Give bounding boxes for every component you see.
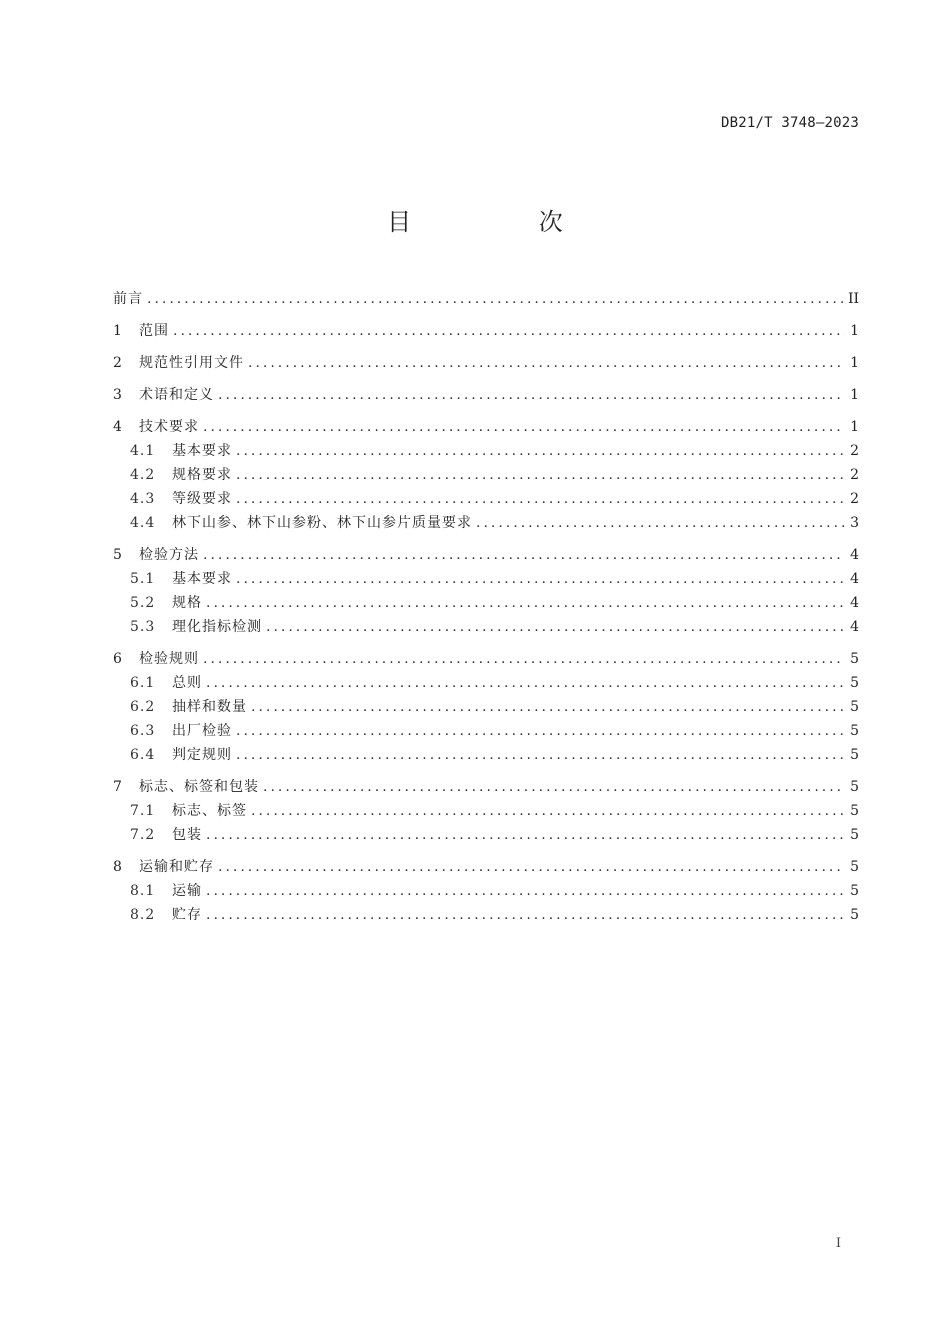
- toc-dot-leader: [173, 319, 845, 343]
- toc-entry-number: 4.4: [130, 515, 156, 531]
- toc-dot-leader: [206, 903, 845, 927]
- toc-entry[interactable]: [113, 463, 859, 487]
- toc-dot-leader: [206, 823, 845, 847]
- toc-entry-page: 1: [850, 419, 859, 435]
- toc-entry-number: 7.1: [130, 803, 156, 819]
- toc-entry-number: 5.3: [130, 619, 156, 635]
- table-of-contents: [113, 287, 859, 927]
- toc-dot-leader: [236, 567, 845, 591]
- toc-entry[interactable]: [113, 287, 859, 311]
- toc-entry-number: 5: [113, 547, 122, 563]
- toc-entry-label: 标志、标签: [172, 803, 247, 819]
- toc-entry-label: 技术要求: [139, 419, 199, 435]
- toc-entry-number: 4.2: [130, 467, 156, 483]
- toc-dot-leader: [263, 775, 845, 799]
- toc-entry[interactable]: [113, 383, 859, 407]
- toc-dot-leader: [206, 879, 845, 903]
- toc-entry-label: 总则: [172, 675, 202, 691]
- toc-dot-leader: [236, 487, 845, 511]
- toc-entry-label: 出厂检验: [172, 723, 232, 739]
- toc-dot-leader: [251, 799, 845, 823]
- toc-dot-leader: [248, 351, 845, 375]
- toc-entry-page: 2: [850, 443, 859, 459]
- toc-entry-page: 5: [850, 859, 859, 875]
- toc-entry-page: 5: [850, 723, 859, 739]
- toc-entry[interactable]: [113, 823, 859, 847]
- toc-entry-page: 4: [850, 595, 859, 611]
- toc-entry[interactable]: [113, 855, 859, 879]
- toc-entry-page: 2: [850, 491, 859, 507]
- toc-entry[interactable]: [113, 775, 859, 799]
- toc-entry-page: 1: [850, 355, 859, 371]
- toc-dot-leader: [251, 695, 845, 719]
- toc-entry-label: 检验方法: [139, 547, 199, 563]
- toc-entry-label: 范围: [139, 323, 169, 339]
- toc-entry[interactable]: [113, 743, 859, 767]
- toc-entry-number: 6.4: [130, 747, 156, 763]
- document-code: DB21/T 3748—2023: [720, 115, 859, 131]
- toc-entry-page: 4: [850, 619, 859, 635]
- toc-entry-number: 2: [113, 355, 122, 371]
- toc-entry[interactable]: [113, 567, 859, 591]
- toc-dot-leader: [203, 543, 845, 567]
- toc-entry-label: 基本要求: [172, 443, 232, 459]
- toc-entry-label: 抽样和数量: [172, 699, 247, 715]
- toc-entry-label: 运输和贮存: [139, 859, 214, 875]
- toc-entry-number: 8.2: [130, 907, 156, 923]
- toc-entry-number: 5.1: [130, 571, 156, 587]
- toc-entry[interactable]: [113, 695, 859, 719]
- toc-dot-leader: [206, 671, 845, 695]
- toc-dot-leader: [236, 743, 845, 767]
- toc-entry-label: 规格要求: [172, 467, 232, 483]
- toc-entry-page: 5: [850, 699, 859, 715]
- toc-dot-leader: [236, 463, 845, 487]
- toc-entry-page: 5: [850, 747, 859, 763]
- toc-entry-page: 2: [850, 467, 859, 483]
- toc-entry-number: 7: [113, 779, 122, 795]
- toc-entry-label: 基本要求: [172, 571, 232, 587]
- toc-entry-page: 5: [850, 803, 859, 819]
- toc-entry-page: 4: [850, 547, 859, 563]
- toc-entry[interactable]: [113, 879, 859, 903]
- toc-entry-page: 5: [850, 883, 859, 899]
- toc-entry-page: 5: [850, 827, 859, 843]
- page-number: I: [835, 1236, 841, 1251]
- toc-entry-page: 3: [850, 515, 859, 531]
- toc-dot-leader: [218, 383, 845, 407]
- toc-entry-label: 林下山参、林下山参粉、林下山参片质量要求: [172, 515, 472, 531]
- toc-entry-number: 6.1: [130, 675, 156, 691]
- toc-dot-leader: [266, 615, 845, 639]
- toc-entry-label: 规范性引用文件: [139, 355, 244, 371]
- toc-entry-number: 4: [113, 419, 122, 435]
- toc-dot-leader: [236, 439, 845, 463]
- toc-entry-page: 1: [850, 387, 859, 403]
- toc-entry[interactable]: [113, 647, 859, 671]
- toc-entry[interactable]: [113, 543, 859, 567]
- toc-entry-page: II: [847, 291, 859, 307]
- toc-dot-leader: [206, 591, 845, 615]
- toc-entry-number: 5.2: [130, 595, 156, 611]
- toc-entry-number: 7.2: [130, 827, 156, 843]
- toc-dot-leader: [147, 287, 844, 311]
- toc-entry[interactable]: [113, 319, 859, 343]
- toc-entry-label: 检验规则: [139, 651, 199, 667]
- toc-entry-page: 1: [850, 323, 859, 339]
- toc-dot-leader: [218, 855, 845, 879]
- toc-title: 目 次: [387, 208, 623, 236]
- toc-entry[interactable]: [113, 671, 859, 695]
- toc-entry[interactable]: [113, 511, 859, 535]
- toc-entry[interactable]: [113, 487, 859, 511]
- toc-entry[interactable]: [113, 719, 859, 743]
- toc-entry-label: 前言: [113, 291, 143, 307]
- toc-entry-number: 8: [113, 859, 122, 875]
- toc-entry-number: 4.3: [130, 491, 156, 507]
- toc-dot-leader: [203, 415, 845, 439]
- toc-entry-number: 6.2: [130, 699, 156, 715]
- toc-entry-page: 5: [850, 907, 859, 923]
- toc-entry-label: 标志、标签和包装: [139, 779, 259, 795]
- toc-entry-number: 1: [113, 323, 122, 339]
- toc-entry-label: 运输: [172, 883, 202, 899]
- toc-entry-number: 6: [113, 651, 122, 667]
- toc-entry[interactable]: [113, 439, 859, 463]
- toc-dot-leader: [476, 511, 845, 535]
- toc-entry[interactable]: [113, 591, 859, 615]
- toc-dot-leader: [236, 719, 845, 743]
- toc-entry-label: 包装: [172, 827, 202, 843]
- toc-entry-page: 5: [850, 779, 859, 795]
- toc-entry[interactable]: [113, 615, 859, 639]
- toc-entry-label: 贮存: [172, 907, 202, 923]
- toc-entry-label: 术语和定义: [139, 387, 214, 403]
- toc-entry-number: 3: [113, 387, 122, 403]
- toc-entry-label: 规格: [172, 595, 202, 611]
- toc-entry[interactable]: [113, 351, 859, 375]
- toc-entry[interactable]: [113, 903, 859, 927]
- toc-entry[interactable]: [113, 415, 859, 439]
- toc-entry[interactable]: [113, 799, 859, 823]
- toc-entry-page: 4: [850, 571, 859, 587]
- toc-entry-number: 4.1: [130, 443, 156, 459]
- toc-dot-leader: [203, 647, 845, 671]
- toc-entry-page: 5: [850, 651, 859, 667]
- toc-entry-label: 判定规则: [172, 747, 232, 763]
- toc-entry-page: 5: [850, 675, 859, 691]
- toc-entry-number: 6.3: [130, 723, 156, 739]
- toc-entry-label: 理化指标检测: [172, 619, 262, 635]
- toc-entry-number: 8.1: [130, 883, 156, 899]
- toc-entry-label: 等级要求: [172, 491, 232, 507]
